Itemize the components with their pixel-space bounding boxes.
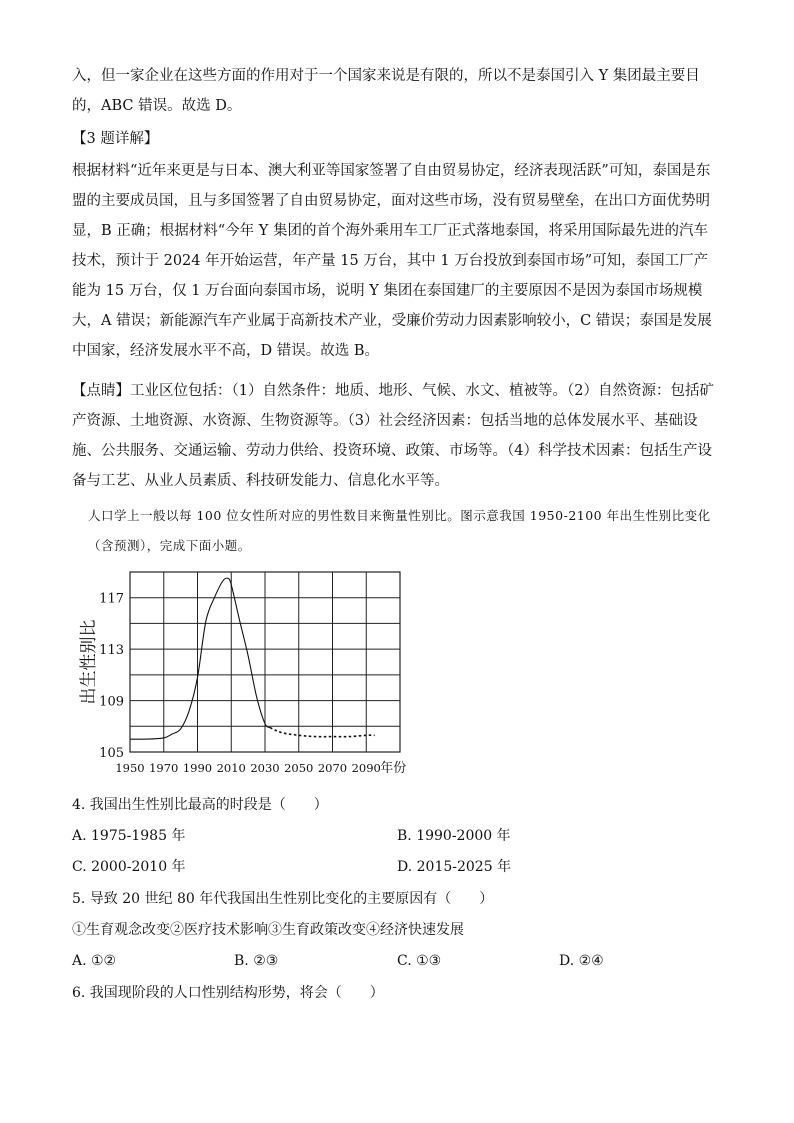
y-tick-label: 105 [99, 746, 124, 761]
question-4-option-a[interactable]: A. 1975-1985 年 [72, 828, 186, 844]
question-4-stem: 4. 我国出生性别比最高的时段是（ ） [72, 797, 328, 813]
question-5-option-b[interactable]: B. ②③ [234, 953, 279, 969]
y-tick-label: 117 [99, 591, 124, 607]
y-tick-label: 109 [99, 694, 124, 710]
x-tick-label: 2010 [216, 761, 246, 775]
x-tick-labels [115, 761, 381, 775]
series-line-observed [130, 578, 270, 739]
question-6-stem: 6. 我国现阶段的人口性别结构形势，将会（ ） [72, 985, 384, 1001]
paragraph-answer-3: 根据材料“近年来更是与日本、澳大利亚等国家签署了自由贸易协定，经济表现活跃”可知，泰国是东盟的主要成员国，且与多国签署了自由贸易协定，面对这些市场，没有贸易壁垒，在出口方面优势明显，B 正确；根据材料“今年 Y 集团的首个海外乘用车工厂正式落地泰国，将采用国际最先进的汽车技术，预计于 2024 年开始运营，年产量 15 万台，其中 1 万台投放到泰国市场”可知，泰国工厂产能为 15 万台，仅 1 万台面向泰国市场，说明 Y 集团在泰国建厂的主要原因不是因为泰国市场规模大，A 错误；新能源汽车产业属于高新技术产业，受廉价劳动力因素影响较小，C 错误；泰国是发展中国家，经济发展水平不高，D 错误。故选 B。 [72, 163, 712, 359]
section-heading-q3: 【3 题详解】 [72, 131, 159, 147]
y-tick-label: 113 [99, 643, 124, 659]
y-axis-label: 出生性别比 [79, 619, 99, 705]
x-tick-label: 1990 [182, 761, 213, 775]
question-4-option-d[interactable]: D. 2015-2025 年 [397, 859, 512, 875]
question-intro: 人口学上一般以每 100 位女性所对应的男性数目来衡量性别比。图示意我国 1950-2100 年出生性别比变化（含预测），完成下面小题。 [88, 508, 711, 553]
question-5-statements: ①生育观念改变②医疗技术影响③生育政策改变④经济快速发展 [72, 922, 464, 938]
x-axis-label: 年份 [380, 761, 407, 776]
x-tick-label: 1970 [149, 761, 179, 775]
x-tick-label: 2070 [317, 761, 348, 775]
paragraph-answer-2-end: 入，但一家企业在这些方面的作用对于一个国家来说是有限的，所以不是泰国引入 Y 集团最主要目的，ABC 错误。故选 D。 [72, 68, 700, 114]
question-4-option-b[interactable]: B. 1990-2000 年 [397, 828, 511, 844]
chart-grid [130, 572, 400, 752]
paragraph-tip: 【点睛】工业区位包括：（1）自然条件：地质、地形、气候、水文、植被等。（2）自然资源：包括矿产资源、土地资源、水资源、生物资源等。（3）社会经济因素：包括当地的总体发展水平、基础设施、公共服务、交通运输、劳动力供给、投资环境、政策、市场等。（4）科学技术因素：包括生产设备与工艺、从业人员素质、科技研发能力、信息化水平等。 [72, 383, 714, 489]
x-tick-label: 2090 [351, 761, 381, 775]
sex-ratio-line-chart [72, 560, 407, 778]
series-line-projected [270, 728, 375, 737]
question-4-option-c[interactable]: C. 2000-2010 年 [72, 859, 186, 875]
question-5-option-a[interactable]: A. ①② [72, 953, 117, 969]
y-tick-labels [99, 592, 124, 761]
x-tick-label: 2030 [250, 761, 280, 775]
chart-series [130, 578, 375, 739]
question-5-option-d[interactable]: D. ②④ [559, 953, 604, 969]
question-5-option-c[interactable]: C. ①③ [397, 953, 442, 969]
x-tick-label: 1950 [115, 761, 145, 775]
question-5-stem: 5. 导致 20 世纪 80 年代我国出生性别比变化的主要原因有（ ） [72, 891, 494, 907]
x-tick-label: 2050 [284, 761, 314, 775]
